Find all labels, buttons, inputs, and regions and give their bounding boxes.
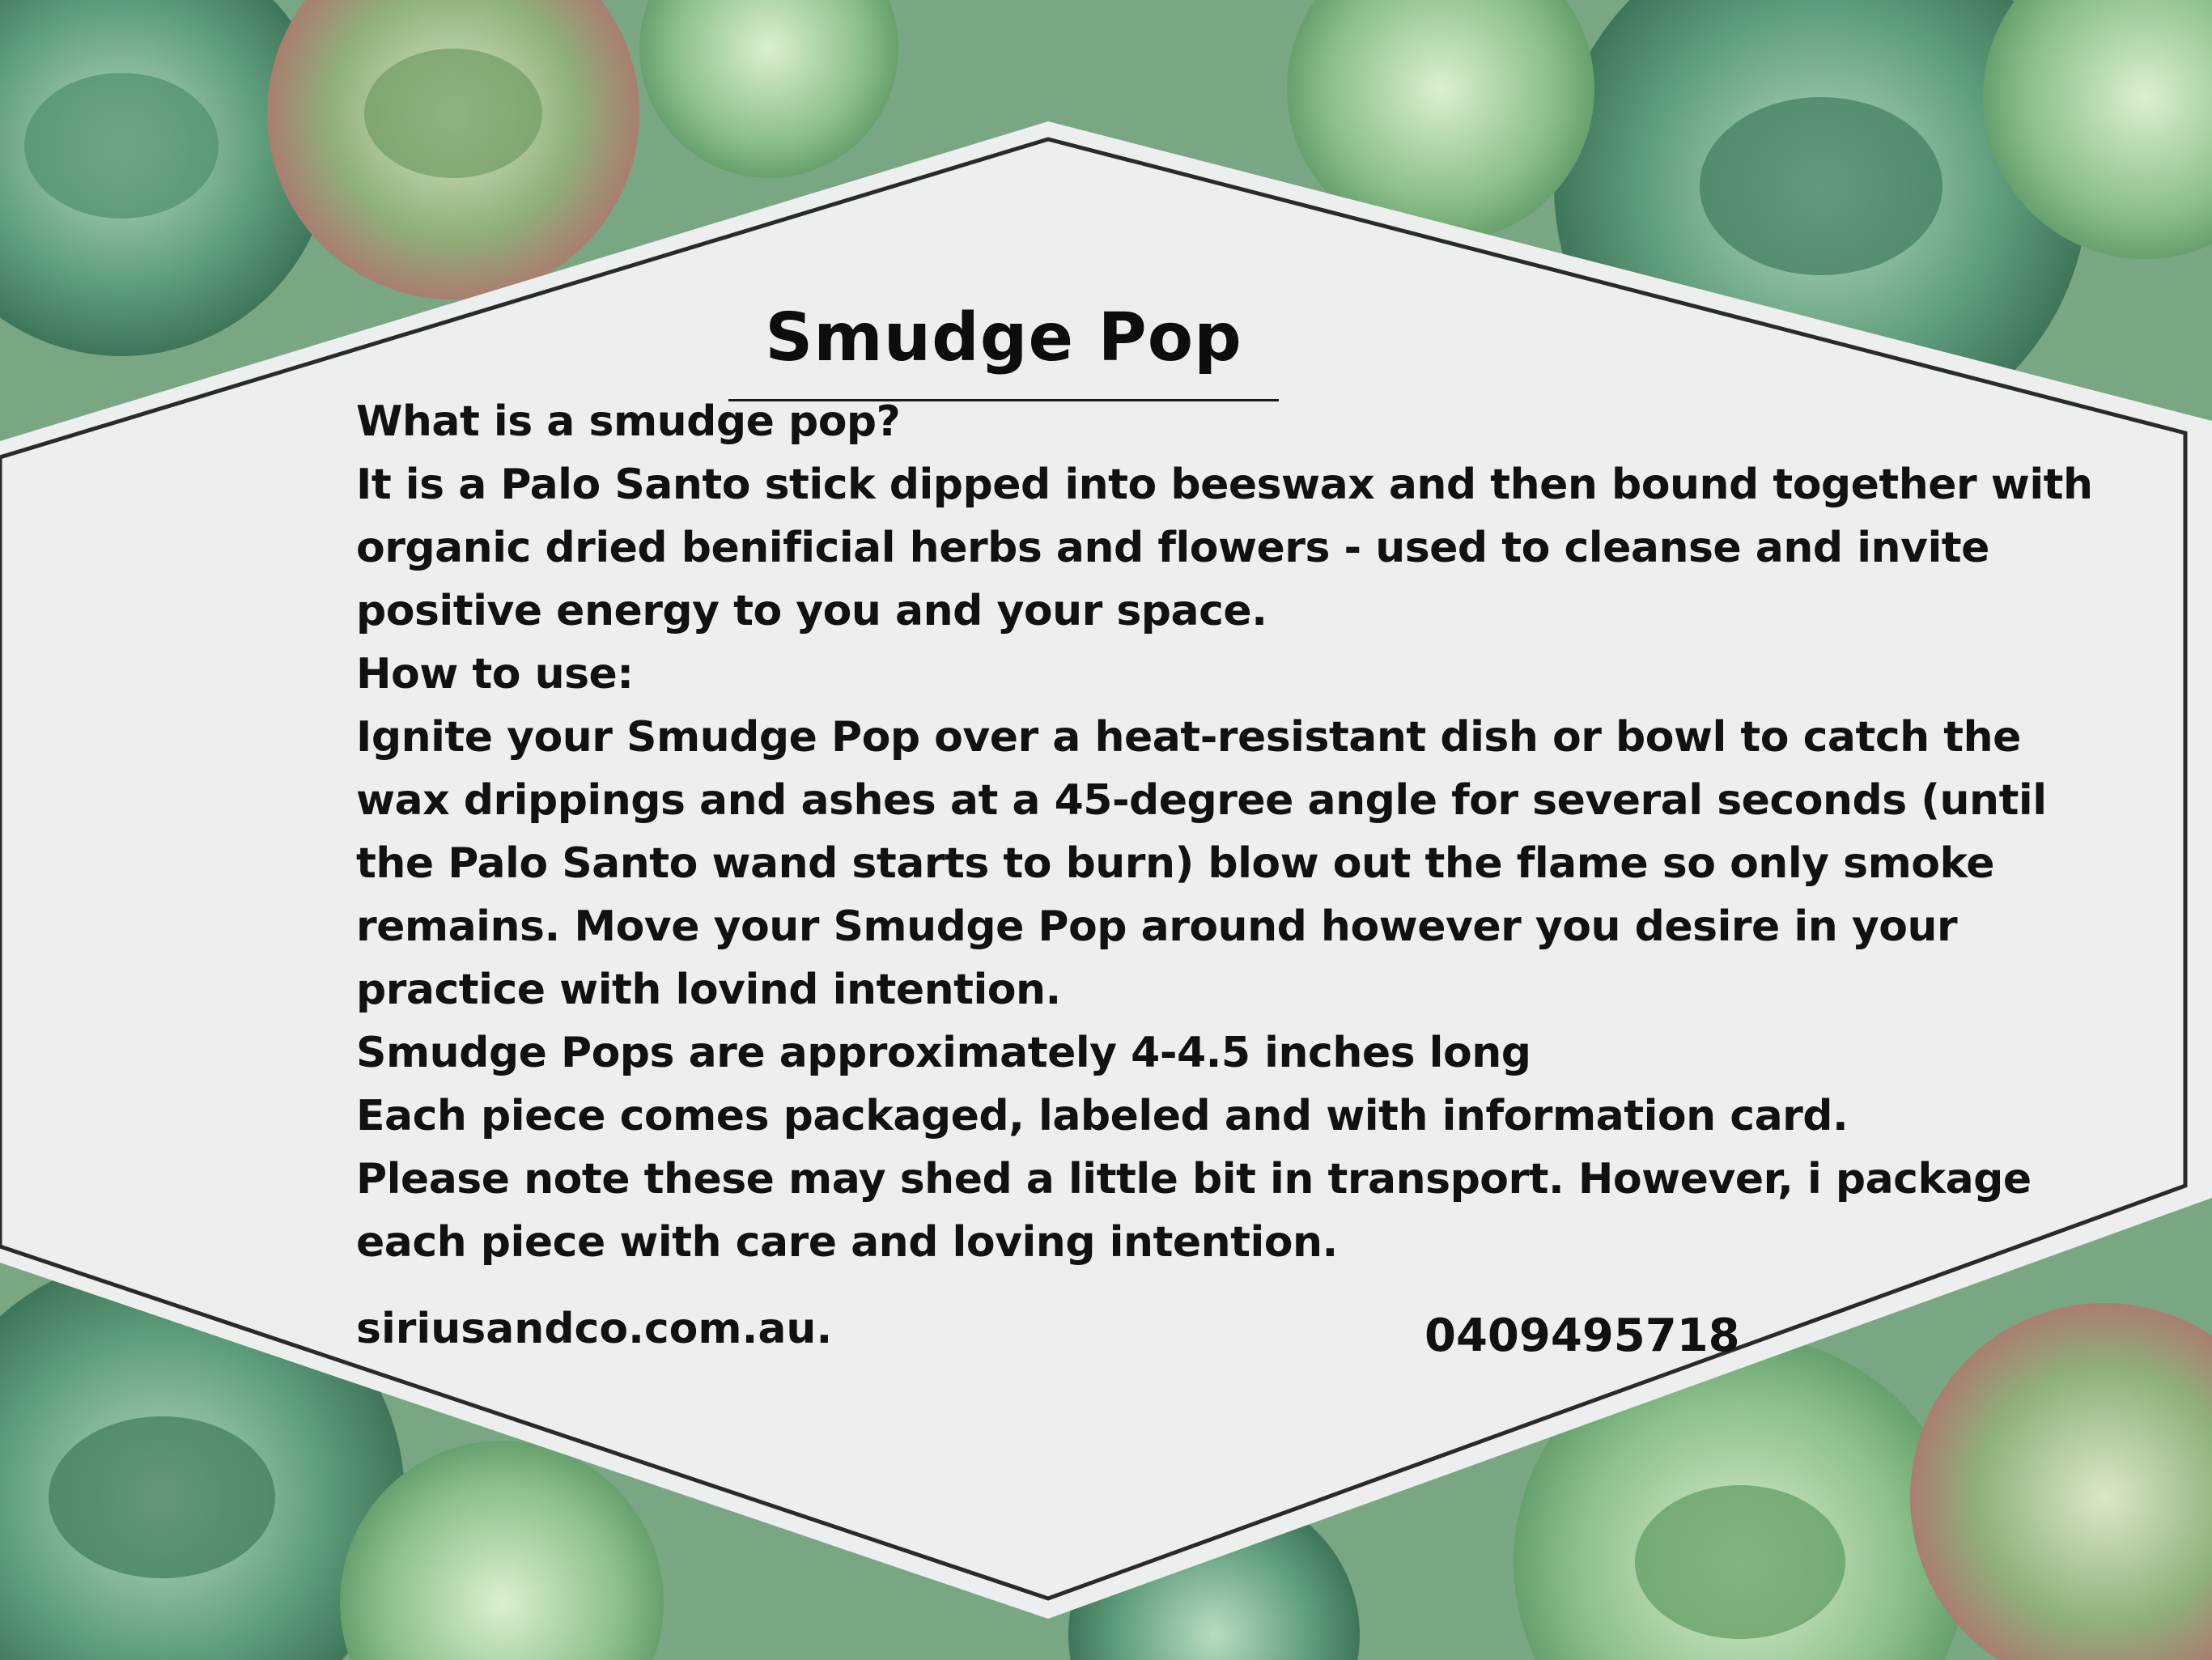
- body-line: Please note these may shed a little bit in transport. However, i package: [356, 1155, 2032, 1204]
- body-line: the Palo Santo wand starts to burn) blow out the flame so only smoke: [356, 839, 1994, 888]
- body-line: Smudge Pops are approximately 4-4.5 inches long: [356, 1029, 1531, 1077]
- body-line: positive energy to you and your space.: [356, 587, 1267, 635]
- body-line: organic dried benificial herbs and flowers - used to cleanse and invite: [356, 524, 1989, 572]
- body-line: remains. Move your Smudge Pop around however you desire in your: [356, 902, 1958, 951]
- body-line: Each piece comes packaged, labeled and with information card.: [356, 1092, 1849, 1140]
- body-line: Ignite your Smudge Pop over a heat-resistant dish or bowl to catch the: [356, 713, 2021, 762]
- body-line: wax drippings and ashes at a 45-degree angle for several seconds (until: [356, 776, 2047, 825]
- website-text: siriusandco.com.au.: [356, 1305, 833, 1353]
- body-line: It is a Palo Santo stick dipped into beeswax and then bound together with: [356, 461, 2093, 509]
- body-line: What is a smudge pop?: [356, 397, 901, 446]
- body-line: practice with lovind intention.: [356, 966, 1061, 1014]
- card-title: Smudge Pop: [765, 299, 1242, 376]
- body-line: How to use:: [356, 650, 634, 698]
- body-line: each piece with care and loving intention.: [356, 1218, 1338, 1267]
- phone-number: 0409495718: [1424, 1310, 1740, 1362]
